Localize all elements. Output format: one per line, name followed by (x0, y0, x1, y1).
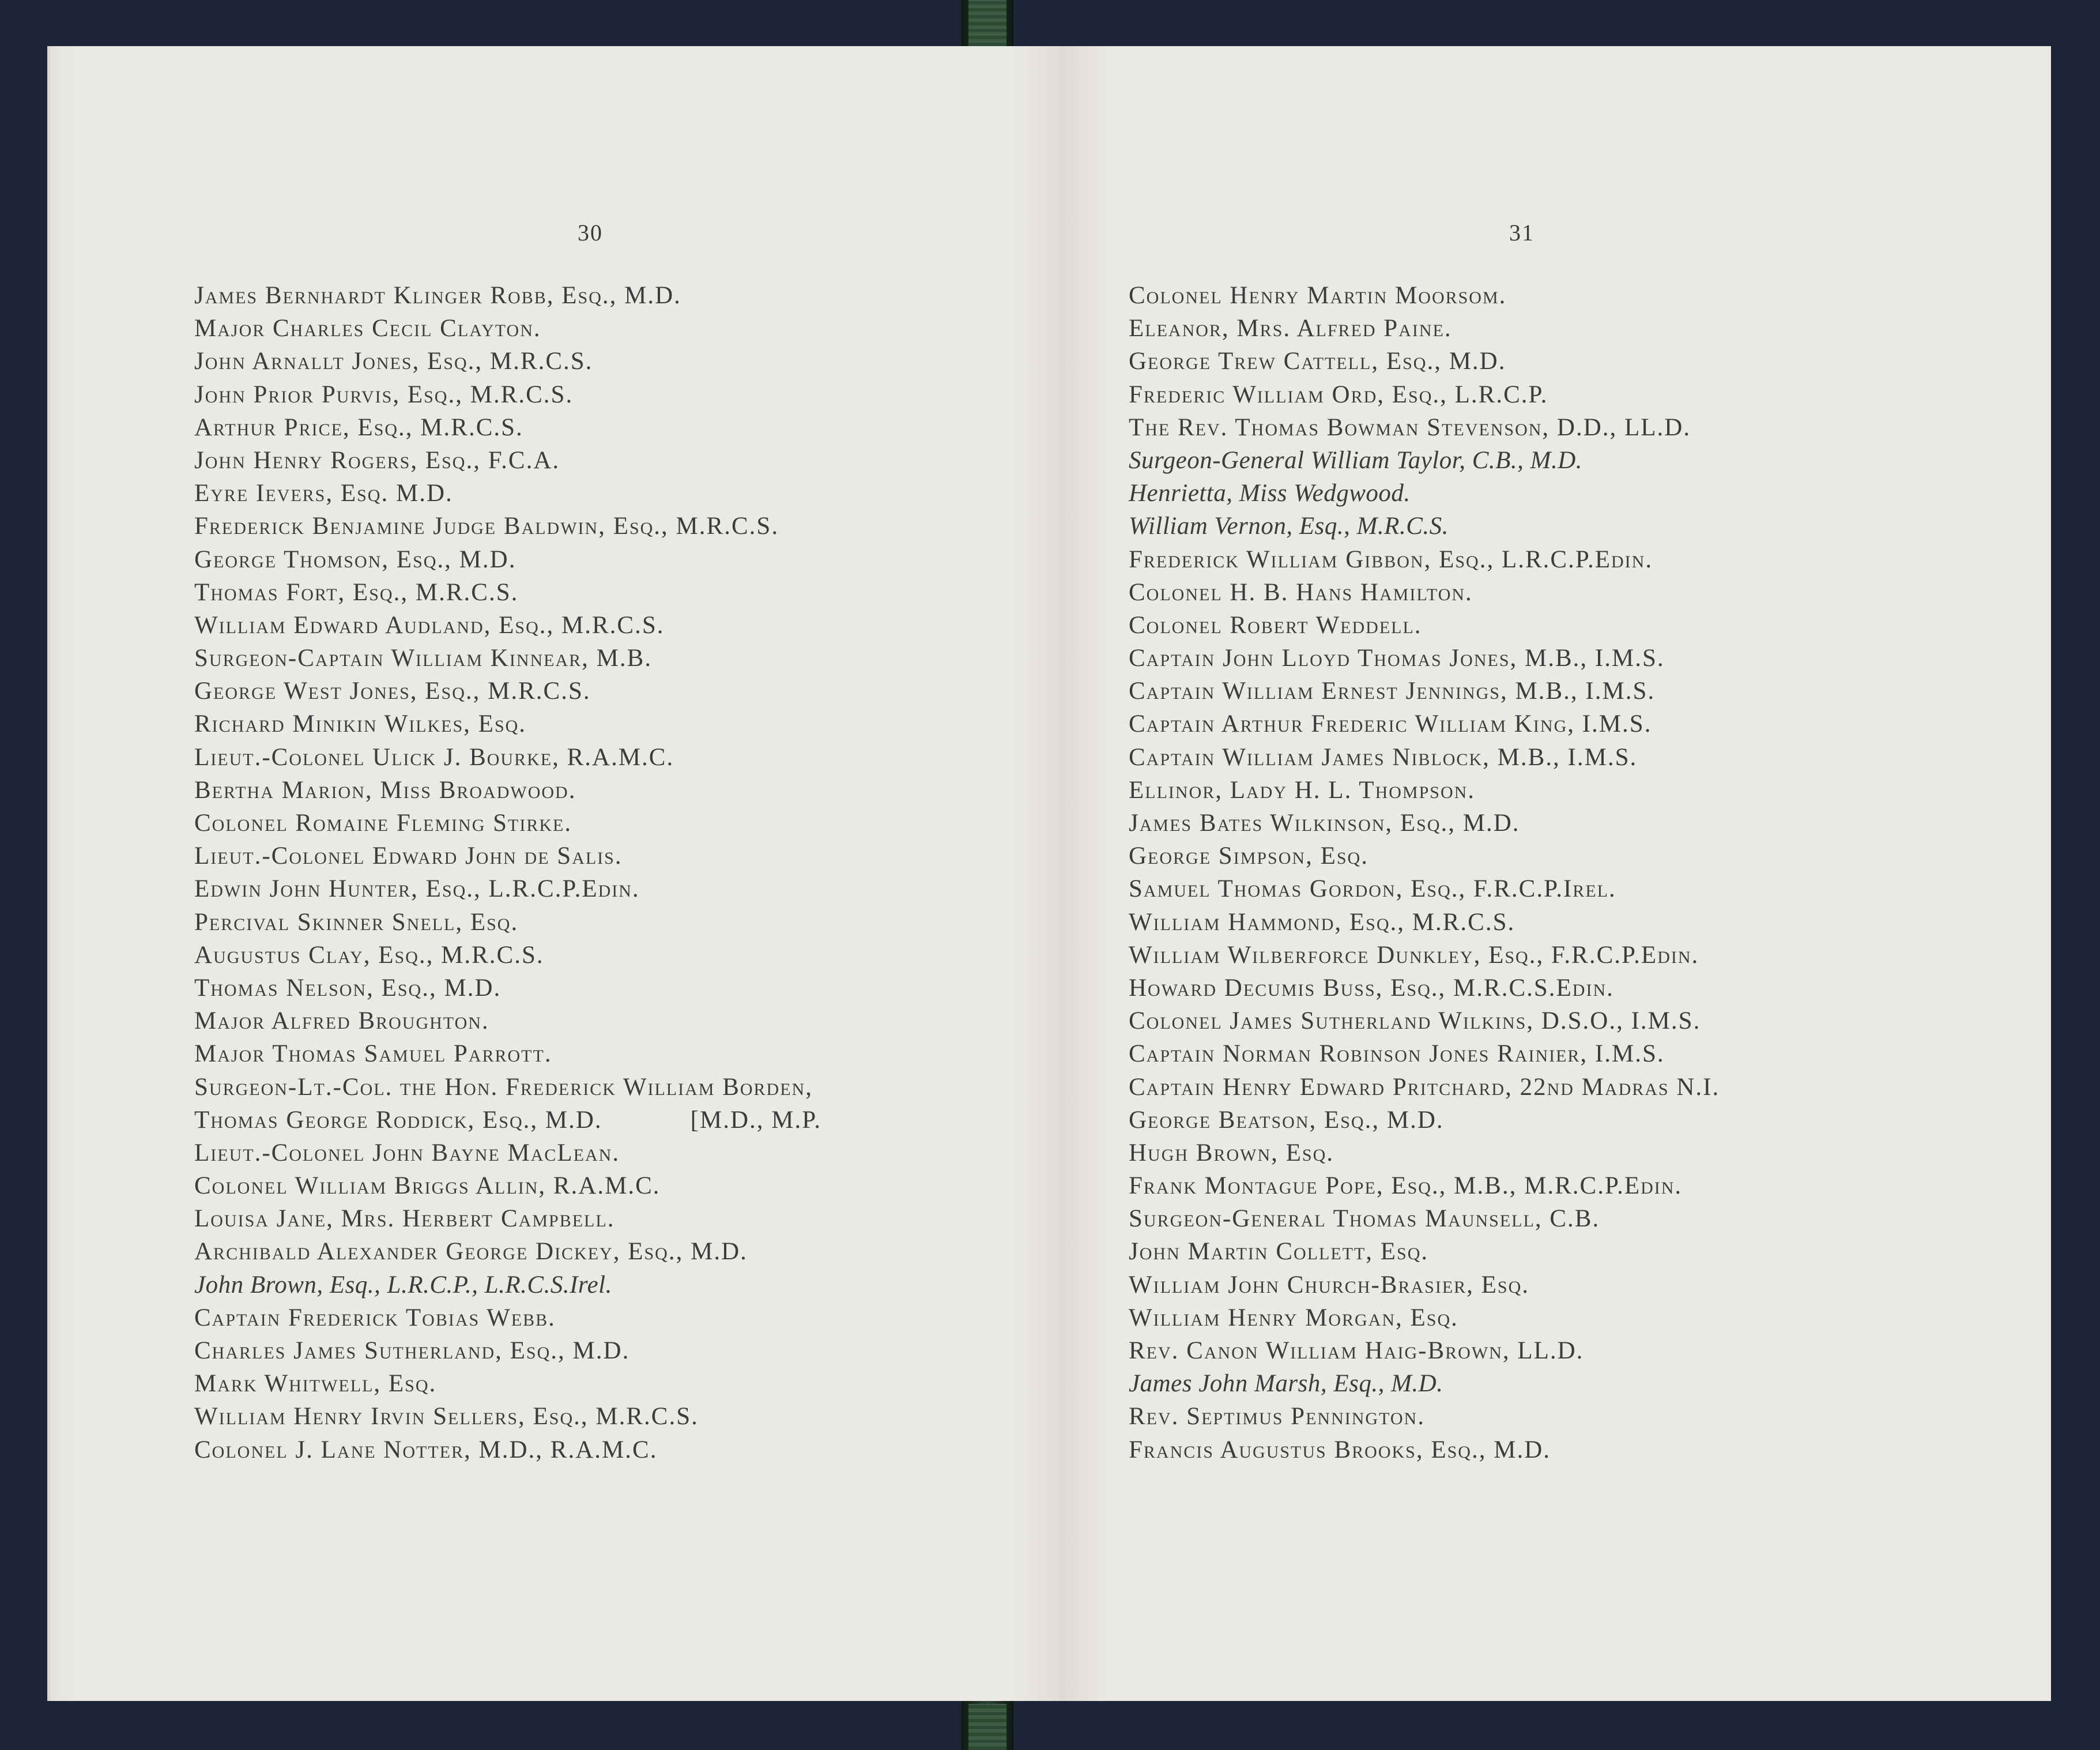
subscriber-entry: Henrietta, Miss Wedgwood. (1129, 480, 1411, 507)
subscriber-entry: John Arnallt Jones, Esq., M.R.C.S. (194, 348, 593, 375)
subscriber-entry: Howard Decumis Buss, Esq., M.R.C.S.Edin. (1129, 974, 1614, 1002)
subscriber-entry: Arthur Price, Esq., M.R.C.S. (194, 413, 523, 441)
subscriber-entry: Captain William Ernest Jennings, M.B., I.M.S. (1129, 678, 1656, 705)
subscriber-list-right (1129, 279, 1720, 1466)
subscriber-entry: Mark Whitwell, Esq. (194, 1370, 437, 1398)
subscriber-entry: Captain William James Niblock, M.B., I.M.S. (1129, 743, 1638, 771)
subscriber-entry: Augustus Clay, Esq., M.R.C.S. (194, 941, 544, 969)
subscriber-entry: James Bernhardt Klinger Robb, Esq., M.D. (194, 282, 681, 309)
subscriber-entry: Colonel Romaine Fleming Stirke. (194, 810, 572, 837)
subscriber-entry: Captain Arthur Frederic William King, I.M.S. (1129, 710, 1652, 738)
subscriber-entry: William Hammond, Esq., M.R.C.S. (1129, 908, 1515, 936)
subscriber-entry: William Henry Morgan, Esq. (1129, 1304, 1458, 1331)
subscriber-entry: John Brown, Esq., L.R.C.P., L.R.C.S.Irel. (194, 1271, 612, 1299)
subscriber-entry: Colonel J. Lane Notter, M.D., R.A.M.C. (194, 1436, 658, 1463)
subscriber-entry: John Martin Collett, Esq. (1129, 1238, 1429, 1266)
subscriber-entry: Frank Montague Pope, Esq., M.B., M.R.C.P.Edin. (1129, 1172, 1683, 1200)
subscriber-entry: Captain Frederick Tobias Webb. (194, 1304, 556, 1331)
subscriber-entry: Rev. Canon William Haig-Brown, LL.D. (1129, 1337, 1584, 1364)
subscriber-entry: Surgeon-General Thomas Maunsell, C.B. (1129, 1205, 1600, 1233)
subscriber-entry: Major Alfred Broughton. (194, 1007, 489, 1035)
subscriber-entry: Surgeon-General William Taylor, C.B., M.D. (1129, 446, 1583, 474)
subscriber-entry: William Henry Irvin Sellers, Esq., M.R.C.S. (194, 1403, 699, 1431)
subscriber-entry: George Simpson, Esq. (1129, 842, 1368, 870)
subscriber-entry: James John Marsh, Esq., M.D. (1129, 1370, 1443, 1398)
page-number-left: 30 (578, 220, 603, 246)
subscriber-entry: Thomas George Roddick, Esq., M.D. [M.D., M.P. (194, 1106, 822, 1134)
subscriber-entry: George West Jones, Esq., M.R.C.S. (194, 678, 591, 705)
left-page (47, 46, 1071, 1701)
subscriber-entry: The Rev. Thomas Bowman Stevenson, D.D., LL.D. (1129, 413, 1691, 441)
subscriber-entry: Frederick Benjamine Judge Baldwin, Esq., M.R.C.S. (194, 513, 779, 540)
subscriber-entry: Surgeon-Captain William Kinnear, M.B. (194, 645, 653, 672)
subscriber-entry: Thomas Fort, Esq., M.R.C.S. (194, 578, 519, 606)
subscriber-entry: Colonel James Sutherland Wilkins, D.S.O., I.M.S. (1129, 1007, 1701, 1035)
subscriber-entry: William Vernon, Esq., M.R.C.S. (1129, 513, 1449, 540)
subscriber-entry: Lieut.-Colonel Ulick J. Bourke, R.A.M.C. (194, 743, 674, 771)
subscriber-entry: William Edward Audland, Esq., M.R.C.S. (194, 611, 665, 639)
page-number-right: 31 (1509, 220, 1535, 246)
subscriber-entry: Ellinor, Lady H. L. Thompson. (1129, 776, 1476, 804)
subscriber-entry: Lieut.-Colonel John Bayne MacLean. (194, 1139, 620, 1166)
subscriber-entry: George Trew Cattell, Esq., M.D. (1129, 348, 1506, 375)
subscriber-entry: Percival Skinner Snell, Esq. (194, 908, 519, 936)
subscriber-entry: Colonel Robert Weddell. (1129, 611, 1422, 639)
subscriber-entry: Hugh Brown, Esq. (1129, 1139, 1334, 1166)
subscriber-entry: Eleanor, Mrs. Alfred Paine. (1129, 315, 1452, 343)
subscriber-entry: Archibald Alexander George Dickey, Esq., M.D. (194, 1238, 748, 1266)
subscriber-entry: James Bates Wilkinson, Esq., M.D. (1129, 810, 1520, 837)
subscriber-entry: Captain Henry Edward Pritchard, 22nd Madras N.I. (1129, 1073, 1720, 1101)
subscriber-entry: Rev. Septimus Pennington. (1129, 1403, 1425, 1431)
subscriber-entry: Captain Norman Robinson Jones Rainier, I.M.S. (1129, 1040, 1665, 1068)
subscriber-entry: Major Charles Cecil Clayton. (194, 315, 541, 343)
right-page (1060, 46, 2051, 1701)
subscriber-entry: William John Church-Brasier, Esq. (1129, 1271, 1530, 1299)
subscriber-entry: Colonel William Briggs Allin, R.A.M.C. (194, 1172, 661, 1200)
subscriber-entry: Colonel Henry Martin Moorsom. (1129, 282, 1507, 309)
subscriber-entry: William Wilberforce Dunkley, Esq., F.R.C.P.Edin. (1129, 941, 1699, 969)
subscriber-entry: Lieut.-Colonel Edward John de Salis. (194, 842, 623, 870)
subscriber-entry: Frederic William Ord, Esq., L.R.C.P. (1129, 381, 1548, 408)
subscriber-entry: Major Thomas Samuel Parrott. (194, 1040, 552, 1068)
subscriber-entry: George Thomson, Esq., M.D. (194, 545, 516, 573)
subscriber-entry: Colonel H. B. Hans Hamilton. (1129, 578, 1473, 606)
subscriber-entry: Charles James Sutherland, Esq., M.D. (194, 1337, 630, 1364)
subscriber-entry: Thomas Nelson, Esq., M.D. (194, 974, 502, 1002)
subscriber-entry: Louisa Jane, Mrs. Herbert Campbell. (194, 1205, 615, 1233)
subscriber-entry: Edwin John Hunter, Esq., L.R.C.P.Edin. (194, 875, 640, 903)
subscriber-entry: Francis Augustus Brooks, Esq., M.D. (1129, 1436, 1551, 1463)
subscriber-entry: Bertha Marion, Miss Broadwood. (194, 776, 576, 804)
spine-headband (968, 0, 1006, 46)
subscriber-entry: Samuel Thomas Gordon, Esq., F.R.C.P.Irel. (1129, 875, 1616, 903)
subscriber-entry: Captain John Lloyd Thomas Jones, M.B., I.M.S. (1129, 645, 1665, 672)
subscriber-entry: Richard Minikin Wilkes, Esq. (194, 710, 527, 738)
subscriber-entry: Eyre Ievers, Esq. M.D. (194, 480, 453, 507)
subscriber-entry: Frederick William Gibbon, Esq., L.R.C.P.Edin. (1129, 545, 1653, 573)
subscriber-entry: John Prior Purvis, Esq., M.R.C.S. (194, 381, 574, 408)
spine-footband (968, 1704, 1006, 1750)
subscriber-entry: John Henry Rogers, Esq., F.C.A. (194, 446, 560, 474)
subscriber-list-left (194, 279, 821, 1466)
subscriber-entry: George Beatson, Esq., M.D. (1129, 1106, 1444, 1134)
subscriber-entry: Surgeon-Lt.-Col. the Hon. Frederick William Borden, (194, 1073, 813, 1101)
